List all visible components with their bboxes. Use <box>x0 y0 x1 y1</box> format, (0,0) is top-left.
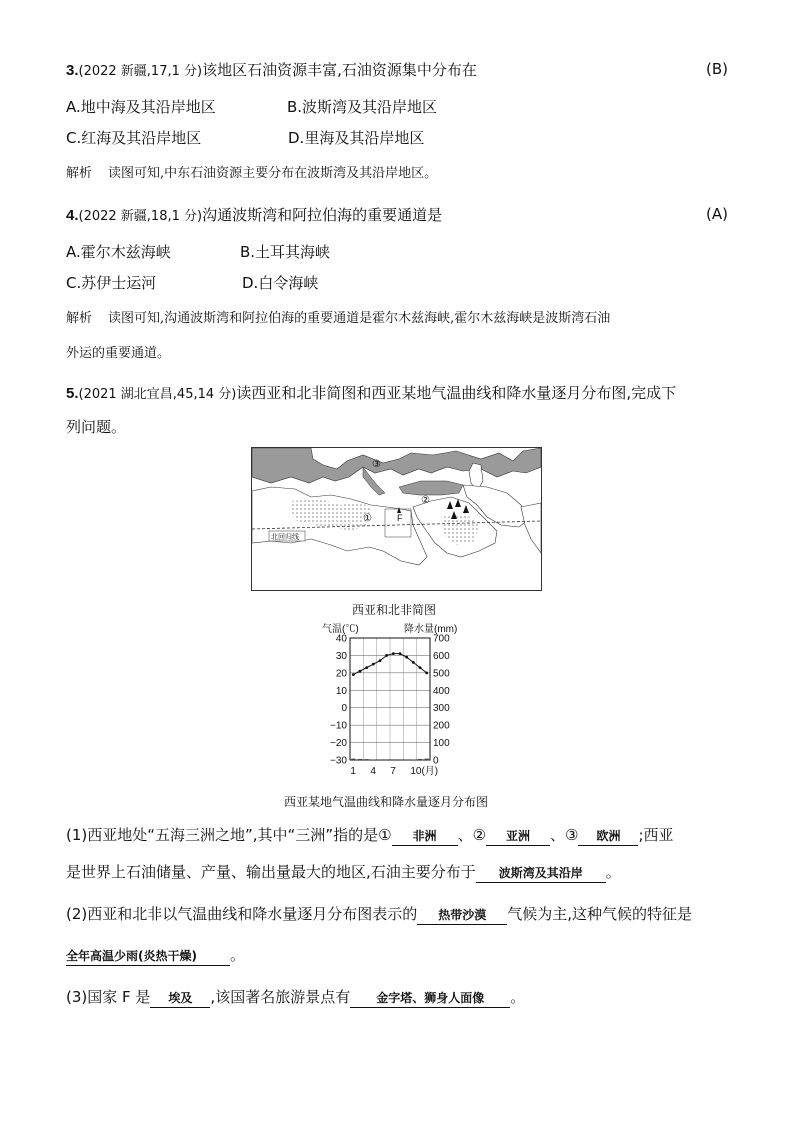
temperature-point <box>359 670 362 673</box>
q5-sub1-blank1: 非洲 <box>392 827 458 846</box>
temperature-point <box>399 652 402 655</box>
x-tick-label: 4 <box>370 766 376 777</box>
q5-sub1-end: 。 <box>605 863 621 881</box>
q5-number: 5. <box>66 385 79 402</box>
precip-bar <box>371 759 375 760</box>
q4-analysis-text-2: 外运的重要通道。 <box>66 346 171 361</box>
temperature-point <box>365 666 368 669</box>
q5-stem-line2: 列问题。 <box>66 418 127 436</box>
q4-analysis-text-1: 读图可知,沟通波斯湾和阿拉伯海的重要通道是霍尔木兹海峡,霍尔木兹海峡是波斯湾石油 <box>108 311 611 326</box>
q3-option-c: C.红海及其沿岸地区 <box>66 129 202 147</box>
left-tick-label: −20 <box>330 738 347 750</box>
right-axis-label: 降水量(mm) <box>404 624 458 635</box>
temperature-point <box>379 659 382 662</box>
q4-analysis-line1 <box>66 309 610 329</box>
precip-bar <box>351 759 355 760</box>
q5-sub2-text1: (2)西亚和北非以气温曲线和降水量逐月分布图表示的 <box>66 905 418 923</box>
q3-option-d: D.里海及其沿岸地区 <box>288 129 425 147</box>
q3-stem <box>66 60 477 82</box>
q5-stem-line1 <box>66 383 676 405</box>
q5-sub1-blank4: 波斯湾及其沿岸 <box>476 864 606 883</box>
left-tick-label: −10 <box>330 720 347 732</box>
q3-answer: (B) <box>706 60 728 78</box>
right-tick-label: 200 <box>433 720 450 732</box>
circle-2-label: ② <box>421 495 430 506</box>
precip-bar <box>425 759 429 760</box>
q5-sub2-text2: 气候为主,这种气候的特征是 <box>507 905 693 923</box>
temperature-point <box>412 661 415 664</box>
q5-sub3-blank2: 金字塔、狮身人面像 <box>350 989 510 1008</box>
q3-option-b: B.波斯湾及其沿岸地区 <box>287 98 438 116</box>
q4-analysis-label: 解析 <box>66 311 93 326</box>
q4-option-b: B.土耳其海峡 <box>240 243 331 261</box>
temperature-point <box>419 666 422 669</box>
left-tick-label: 20 <box>335 668 347 680</box>
q3-analysis <box>66 164 437 184</box>
q5-sub3-blank1: 埃及 <box>150 989 210 1008</box>
q5-source: (2021 湖北宜昌,45,14 分) <box>78 387 237 402</box>
west-asia-north-africa-map <box>251 447 542 591</box>
q5-sub2-blank1: 热带沙漠 <box>417 906 507 925</box>
q5-sub3-text2: ,该国著名旅游景点有 <box>210 988 351 1006</box>
q3-option-a: A.地中海及其沿岸地区 <box>66 98 216 116</box>
temperature-point <box>425 671 428 674</box>
q4-answer: (A) <box>706 205 728 223</box>
q5-sub3 <box>66 987 525 1008</box>
right-tick-label: 300 <box>433 703 450 715</box>
right-tick-label: 600 <box>433 650 450 662</box>
q4-option-c: C.苏伊士运河 <box>66 274 157 292</box>
climate-chart <box>316 622 480 786</box>
right-tick-label: 0 <box>433 755 439 767</box>
q3-analysis-label: 解析 <box>66 166 93 181</box>
precip-bar <box>358 759 362 760</box>
right-tick-label: 100 <box>433 738 450 750</box>
right-tick-label: 700 <box>433 633 450 645</box>
chart-caption: 西亚某地气温曲线和降水量逐月分布图 <box>284 795 489 809</box>
q5-sub3-text1: (3)国家 F 是 <box>66 988 151 1006</box>
right-tick-label: 500 <box>433 668 450 680</box>
q5-sub1-line1 <box>66 825 674 846</box>
left-tick-label: 40 <box>335 633 347 645</box>
precip-bar <box>418 759 422 760</box>
q4-option-d: D.白令海峡 <box>242 274 319 292</box>
x-tick-label: 7 <box>390 766 396 777</box>
q5-sub1-sep1: 、② <box>457 826 487 844</box>
q5-sub1-line2-text: 是世界上石油储量、产量、输出量最大的地区,石油主要分布于 <box>66 863 476 881</box>
temperature-point <box>405 656 408 659</box>
q5-sub3-end: 。 <box>510 988 526 1006</box>
q5-sub2-line2 <box>66 945 245 966</box>
country-f-label: F <box>397 513 403 523</box>
q5-sub1-blank3: 欧洲 <box>578 827 638 846</box>
x-tick-label: 1 <box>350 766 356 777</box>
temperature-point <box>372 663 375 666</box>
precip-bar <box>411 759 415 760</box>
tropic-label: 北回归线 <box>271 534 299 541</box>
q4-stem <box>66 205 442 227</box>
q3-number: 3. <box>66 62 79 79</box>
q5-sub2-blank2: 全年高温少雨(炎热干燥) <box>66 947 230 966</box>
q5-stem-text-1: 读西亚和北非简图和西亚某地气温曲线和降水量逐月分布图,完成下 <box>236 384 677 402</box>
q5-sub2-line1 <box>66 904 692 925</box>
q4-option-a: A.霍尔木兹海峡 <box>66 243 171 261</box>
q4-source: (2022 新疆,18,1 分) <box>78 209 203 224</box>
q4-stem-text: 沟通波斯湾和阿拉伯海的重要通道是 <box>202 206 443 224</box>
q3-source: (2022 新疆,17,1 分) <box>78 64 203 79</box>
q3-stem-text: 该地区石油资源丰富,石油资源集中分布在 <box>202 61 477 79</box>
circle-3-label: ③ <box>372 459 381 470</box>
q5-sub1-text1: (1)西亚地处“五海三洲之地”,其中“三洲”指的是① <box>66 826 392 844</box>
temperature-point <box>392 652 395 655</box>
map-caption: 西亚和北非简图 <box>352 603 437 617</box>
q5-sub2-end: 。 <box>230 946 246 964</box>
temperature-point <box>352 673 355 676</box>
left-tick-label: 30 <box>335 650 347 662</box>
left-tick-label: −30 <box>330 755 347 767</box>
q4-number: 4. <box>66 207 79 224</box>
q5-sub1-blank2: 亚洲 <box>486 827 550 846</box>
circle-1-label: ① <box>363 513 372 524</box>
q3-analysis-text: 读图可知,中东石油资源主要分布在波斯湾及其沿岸地区。 <box>108 166 438 181</box>
q5-sub1-text2: ;西亚 <box>638 826 674 844</box>
q5-sub1-line2 <box>66 862 621 883</box>
precip-bar <box>365 759 369 760</box>
q4-analysis-line2 <box>66 344 170 364</box>
left-axis-label: 气温(℃) <box>322 624 359 635</box>
temperature-point <box>385 654 388 657</box>
q5-sub1-sep2: 、③ <box>550 826 579 844</box>
left-tick-label: 0 <box>341 703 347 715</box>
left-tick-label: 10 <box>335 685 347 697</box>
right-tick-label: 400 <box>433 685 450 697</box>
x-tick-label: 10(月) <box>410 766 439 777</box>
